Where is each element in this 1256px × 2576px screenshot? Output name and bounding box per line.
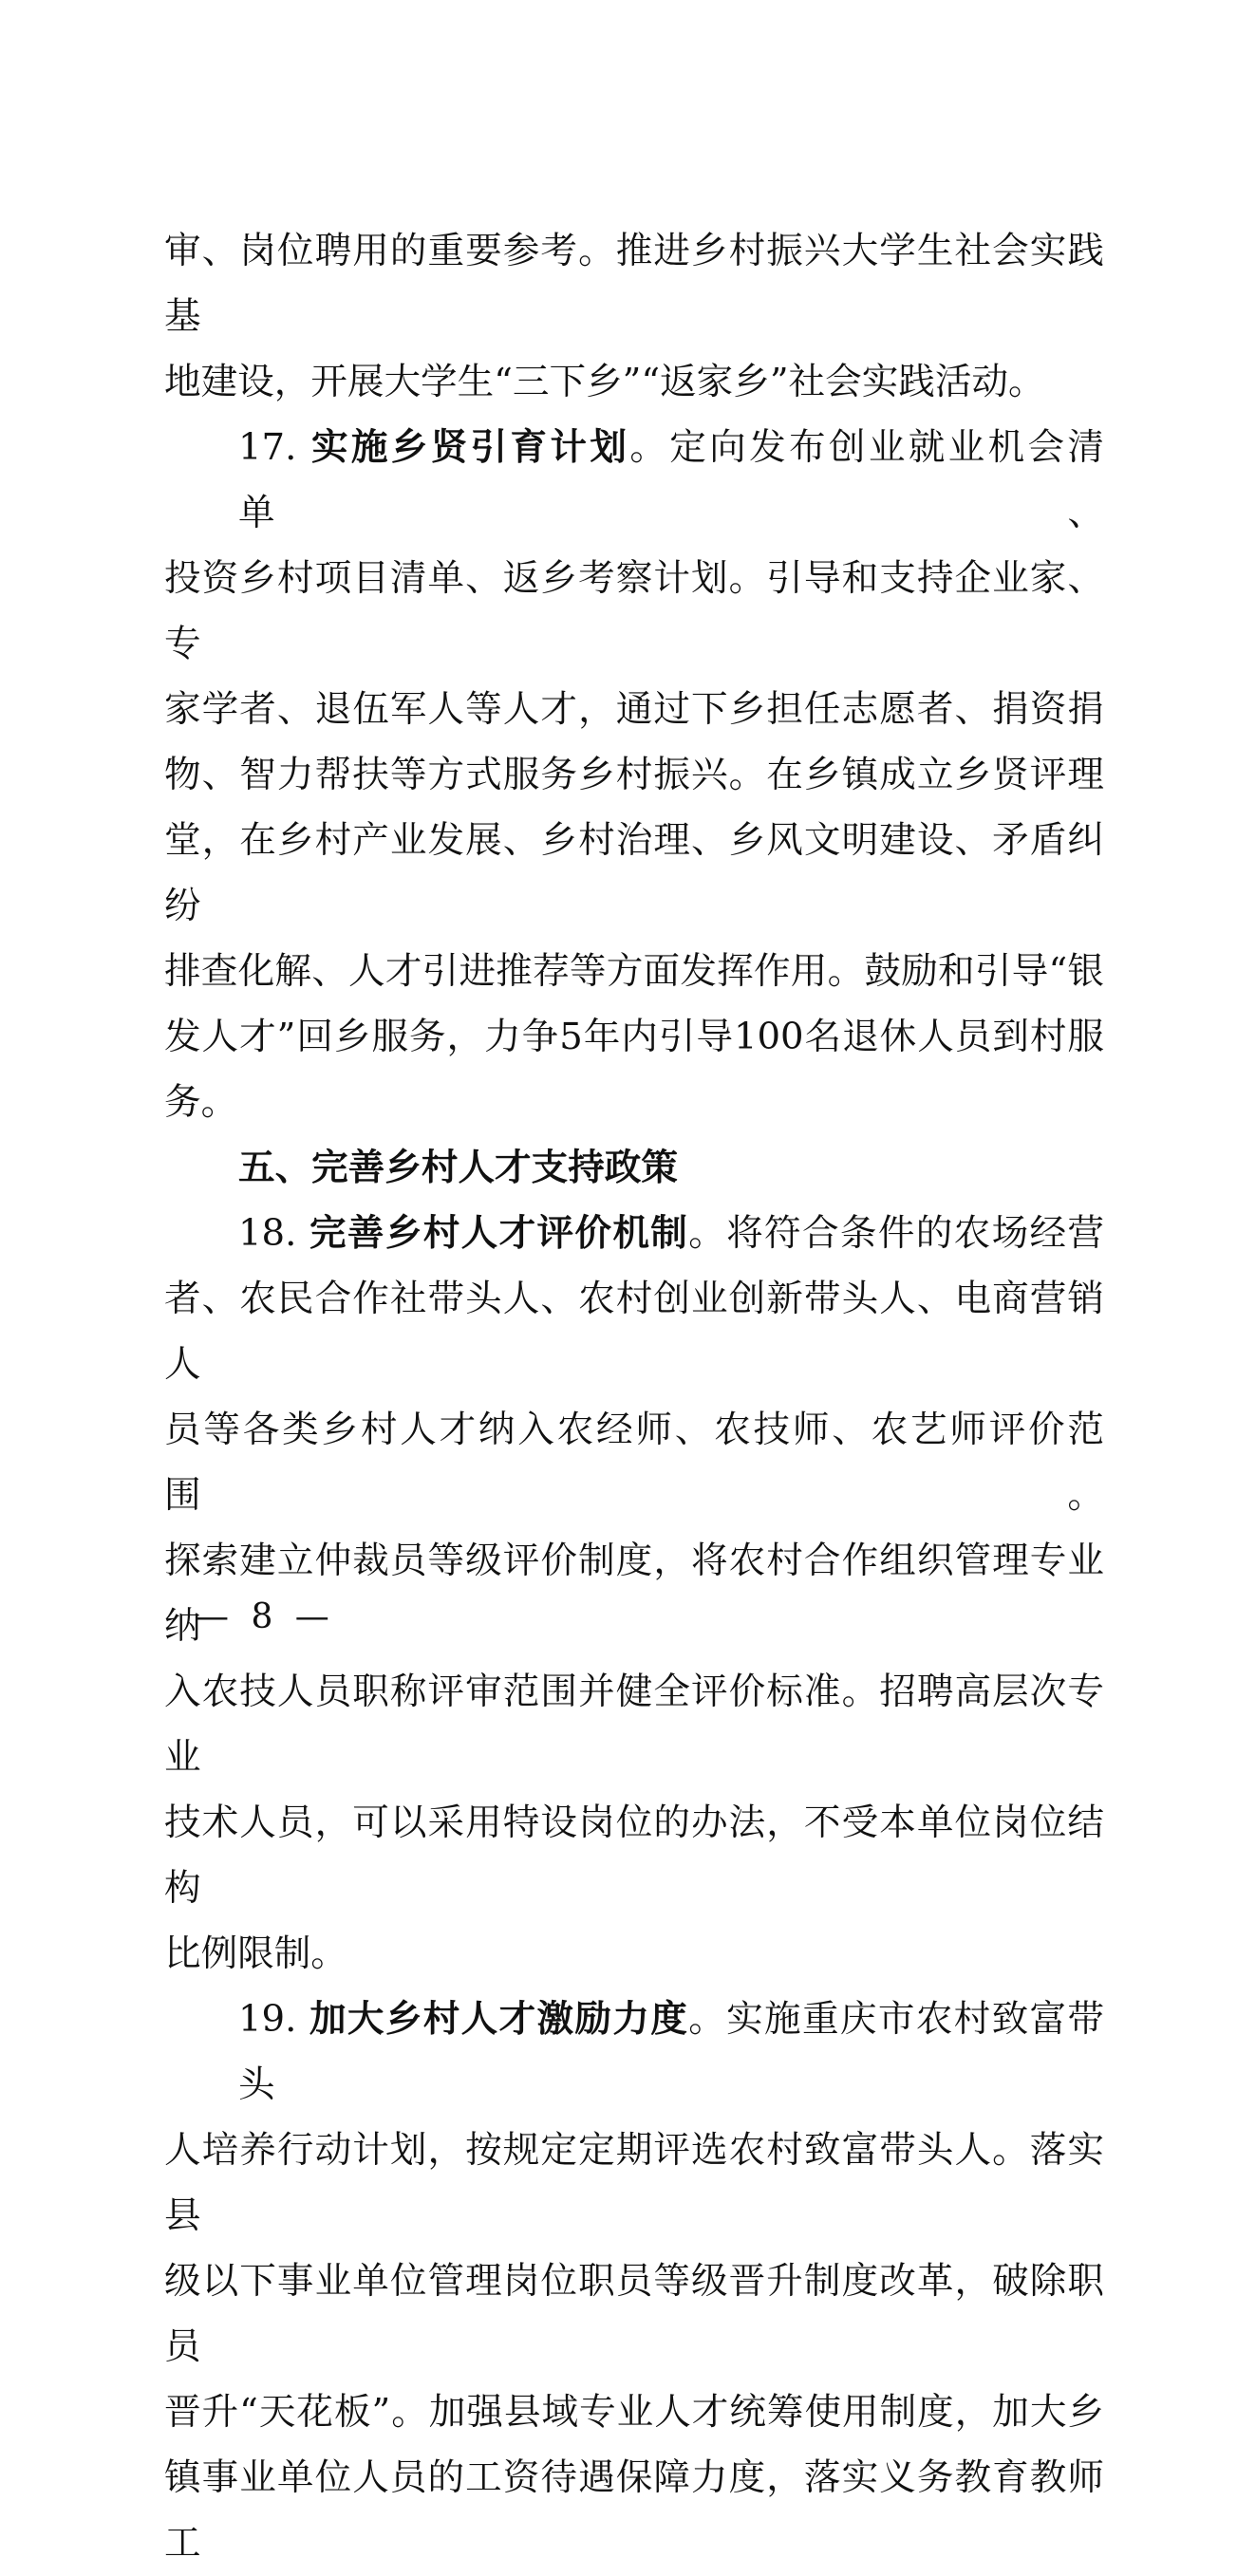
document-body <box>164 218 1104 2576</box>
text-line: 晋升“天花板”。加强县域专业人才统筹使用制度，加大乡 <box>164 2391 1104 2434</box>
text-line: 镇事业单位人员的工资待遇保障力度，落实义务教育教师工 <box>164 2456 1104 2565</box>
item-19-line-1-rest: 。实施重庆市农村致富带头 <box>238 1998 1105 2106</box>
section-heading: 五、完善乡村人才支持政策 <box>238 1147 678 1189</box>
text-line: 投资乡村项目清单、返乡考察计划。引导和支持企业家、专 <box>164 557 1104 665</box>
text-line: 审、岗位聘用的重要参考。推进乡村振兴大学生社会实践基 <box>164 230 1104 338</box>
text-line: 家学者、退伍军人等人才，通过下乡担任志愿者、捐资捐 <box>164 688 1104 731</box>
item-19-title: 加大乡村人才激励力度 <box>309 1998 689 2041</box>
text-line: 地建设，开展大学生“三下乡”“返家乡”社会实践活动。 <box>164 361 1045 403</box>
text-line: 入农技人员职称评审范围并健全评价标准。招聘高层次专业 <box>164 1671 1104 1779</box>
text-line: 级以下事业单位管理岗位职员等级晋升制度改革，破除职员 <box>164 2260 1104 2368</box>
item-18-line-1-rest: 。将符合条件的农场经营 <box>688 1212 1105 1255</box>
text-line: 者、农民合作社带头人、农村创业创新带头人、电商营销人 <box>164 1278 1104 1386</box>
item-18-title: 完善乡村人才评价机制 <box>309 1212 689 1255</box>
item-17-line-1-rest: 。定向发布创业就业机会清单、 <box>238 426 1105 534</box>
page-number: — 8 — <box>195 1597 335 1636</box>
text-line: 物、智力帮扶等方式服务乡村振兴。在乡镇成立乡贤评理 <box>164 754 1104 796</box>
item-18-line-1 <box>164 1201 1104 1266</box>
text-line: 发人才”回乡服务，力争5年内引导100名退休人员到村服务。 <box>164 1016 1104 1124</box>
text-line: 排查化解、人才引进推荐等方面发挥作用。鼓励和引导“银 <box>164 950 1104 993</box>
item-17-title: 实施乡贤引育计划 <box>310 426 630 469</box>
item-19-number: 19. <box>238 1998 297 2041</box>
item-17-number: 17. <box>238 426 297 469</box>
text-line: 堂，在乡村产业发展、乡村治理、乡风文明建设、矛盾纠纷 <box>164 819 1104 927</box>
item-18-number: 18. <box>238 1212 297 1255</box>
text-line: 技术人员，可以采用特设岗位的办法，不受本单位岗位结构 <box>164 1801 1104 1910</box>
text-line: 人培养行动计划，按规定定期评选农村致富带头人。落实县 <box>164 2129 1104 2237</box>
text-line: 员等各类乡村人才纳入农经师、农技师、农艺师评价范围。 <box>164 1409 1104 1517</box>
text-line: 比例限制。 <box>164 1932 347 1975</box>
item-17-line-1 <box>164 415 1104 546</box>
text-line: 探索建立仲裁员等级评价制度，将农村合作组织管理专业纳 <box>164 1540 1104 1648</box>
item-19-line-1 <box>164 1987 1104 2118</box>
